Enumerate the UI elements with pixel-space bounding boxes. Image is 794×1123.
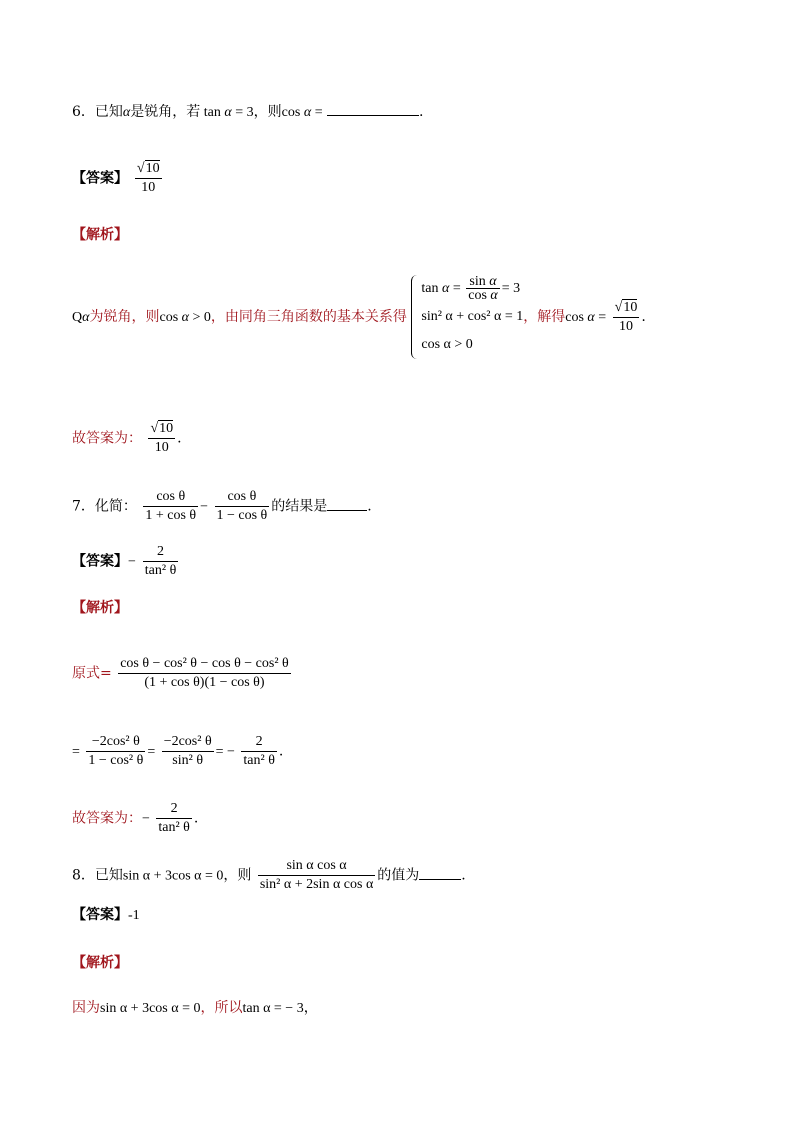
sys1-num-alpha: α <box>489 274 497 290</box>
brace <box>411 275 418 359</box>
q6-final-line <box>72 420 182 457</box>
system-row-3: cos α > 0 <box>421 337 473 352</box>
q7-f2-num: cos θ <box>215 488 270 507</box>
q6-final-fraction: $\frac{√10}{10}$ <box>150 421 174 455</box>
question-7 <box>72 488 372 525</box>
q7-step-2 <box>162 733 214 770</box>
question-6 <box>72 101 424 123</box>
q8-answer-line <box>72 905 140 926</box>
system-row-1: tan α = $\frac{\text{sin α}}{\text{cos α}}$ = 3 <box>421 274 521 304</box>
q8-answer-value: -1 <box>128 908 140 923</box>
q6-answer-num: 10 <box>145 161 160 176</box>
q6-alpha: α <box>122 105 131 120</box>
q6-because-symbol: Q <box>72 310 83 325</box>
q6-alpha-2: α <box>224 105 232 120</box>
sys1-alpha: α <box>441 281 450 296</box>
q7-step-1 <box>86 733 145 770</box>
q8-an-cond: sin α + 3cos α = 0 <box>100 1001 201 1016</box>
sys1-den-alpha: α <box>490 288 498 304</box>
answer-blank <box>327 101 419 116</box>
q7-analysis-heading: 【解析】 <box>72 600 128 616</box>
therefore-label: 故答案为： <box>72 810 142 827</box>
sys1-num: sin <box>469 274 486 290</box>
q7-answer-fraction <box>143 543 179 580</box>
q7-final-fraction <box>156 800 192 837</box>
q8-cond: sin α + 3cos α = 0 <box>122 868 224 884</box>
q7-f2-den: 1 − cos θ <box>216 508 268 523</box>
q7-answer-sign: − <box>128 554 136 570</box>
q7-original: 原式= <box>72 665 112 682</box>
q8-analysis-heading: 【解析】 <box>72 955 128 971</box>
q6-an-gt0: > 0 <box>192 310 211 325</box>
q7-step-3 <box>241 733 277 770</box>
q7-an-end: . <box>278 743 284 760</box>
q7-fraction-2 <box>215 488 270 525</box>
q6-final-num: 10 <box>159 421 174 436</box>
q7-label: 7．化简： <box>72 498 137 515</box>
q6-final-den: 10 <box>154 440 169 455</box>
answer-blank <box>327 496 367 511</box>
q8-end: . <box>461 867 466 884</box>
q6-eq3: = 3 <box>235 105 254 120</box>
q6-an-fraction: $\frac{√10}{10}$ <box>614 299 638 334</box>
q7-analysis-fraction <box>118 655 291 692</box>
sys1-frac <box>466 275 500 302</box>
q6-an-frac-den: 10 <box>618 318 633 334</box>
q7-analysis-line-2 <box>72 733 283 770</box>
q6-answer-den: 10 <box>141 180 156 195</box>
q6-an-alpha: α <box>82 310 90 325</box>
q7-tail: 的结果是 <box>271 498 328 515</box>
q6-label: 6．已知 <box>72 104 123 120</box>
q7-s2-den: sin² θ <box>172 753 204 768</box>
q8-an-end: ， <box>303 1000 318 1016</box>
q6-end: . <box>419 104 424 120</box>
q6-an-relation: ，由同角三角函数的基本关系得 <box>210 309 407 325</box>
answer-label: 【答案】 <box>72 907 128 923</box>
q8-fraction <box>258 857 375 894</box>
q6-analysis-heading: 【解析】 <box>72 227 128 243</box>
q6-an-eq: = <box>598 310 607 325</box>
system-row-2: sin² α + cos² α = 1 <box>421 309 524 324</box>
q7-final-line <box>72 800 198 837</box>
q6-an-end: . <box>641 309 646 325</box>
q7-s3-num: 2 <box>241 733 277 752</box>
q6-an-acute: 为锐角，则 <box>89 309 160 325</box>
answer-label: 【答案】 <box>72 553 128 570</box>
q7-f1-den: 1 + cos θ <box>145 508 197 523</box>
q7-step-eq-2: = <box>147 744 156 760</box>
q7-an-den: (1 + cos θ)(1 − cos θ) <box>144 675 265 690</box>
q6-an-cos-2: cos <box>565 310 584 325</box>
q6-answer-fraction: $\frac{√10}{10}$ <box>136 161 160 195</box>
q7-f1-num: cos θ <box>143 488 198 507</box>
q7-final-sign: − <box>142 811 150 827</box>
q8-tail: 的值为 <box>377 867 420 884</box>
q7-final-end: . <box>193 810 199 827</box>
q7-fraction-1 <box>143 488 198 525</box>
q8-so: ，所以 <box>200 1000 243 1016</box>
q6-an-cos: cos <box>159 310 179 325</box>
q7-answer-num: 2 <box>143 543 179 562</box>
therefore-label: 故答案为： <box>72 430 142 447</box>
q8-analysis-line <box>72 998 318 1019</box>
q7-an-num: cos θ − cos² θ − cos θ − cos² θ <box>118 655 291 674</box>
answer-label: 【答案】 <box>72 170 128 187</box>
q7-step-eq: = <box>72 744 80 760</box>
q7-s3-sign: = − <box>215 744 235 760</box>
q6-an-solve: ，解得 <box>523 309 566 325</box>
question-8 <box>72 857 466 894</box>
q6-cos: cos <box>281 105 301 120</box>
q8-label: 8．已知 <box>72 867 123 884</box>
q6-final-end: . <box>177 430 182 447</box>
q6-an-alpha-3: α <box>587 310 595 325</box>
q6-tan: tan <box>203 105 221 120</box>
q7-answer-den: tan² θ <box>144 563 177 578</box>
q7-s3-den: tan² θ <box>243 753 275 768</box>
q6-then: ，则 <box>253 104 282 120</box>
q6-analysis-line <box>72 275 646 359</box>
q8-because: 因为 <box>72 1000 100 1016</box>
q7-s1-num: −2cos² θ <box>86 733 145 752</box>
sys1-lhs: tan <box>421 281 439 296</box>
q7-end: . <box>367 498 372 515</box>
q8-den: sin² α + 2sin α cos α <box>259 877 374 892</box>
q6-alpha-3: α <box>303 105 312 120</box>
q7-answer-line <box>72 543 180 580</box>
q6-text: 是锐角，若 <box>130 104 201 120</box>
q7-s2-num: −2cos² θ <box>162 733 214 752</box>
q6-an-frac-num: 10 <box>623 299 638 315</box>
equation-system <box>411 275 523 359</box>
q8-num: sin α cos α <box>258 857 375 876</box>
q7-s1-den: 1 − cos² θ <box>88 753 144 768</box>
q8-then: ，则 <box>223 867 252 884</box>
q6-answer-line <box>72 160 164 197</box>
sys1-den: cos <box>468 288 487 304</box>
sys1-rhs: = 3 <box>501 281 521 296</box>
q6-an-alpha-2: α <box>181 310 190 325</box>
q7-minus: − <box>200 499 209 515</box>
q6-eq: = <box>314 105 323 120</box>
q7-final-den: tan² θ <box>158 820 190 835</box>
q7-final-num: 2 <box>156 800 192 819</box>
q7-analysis-line-1 <box>72 655 293 692</box>
answer-blank <box>419 865 461 880</box>
q8-result: tan α = − 3 <box>242 1001 304 1016</box>
